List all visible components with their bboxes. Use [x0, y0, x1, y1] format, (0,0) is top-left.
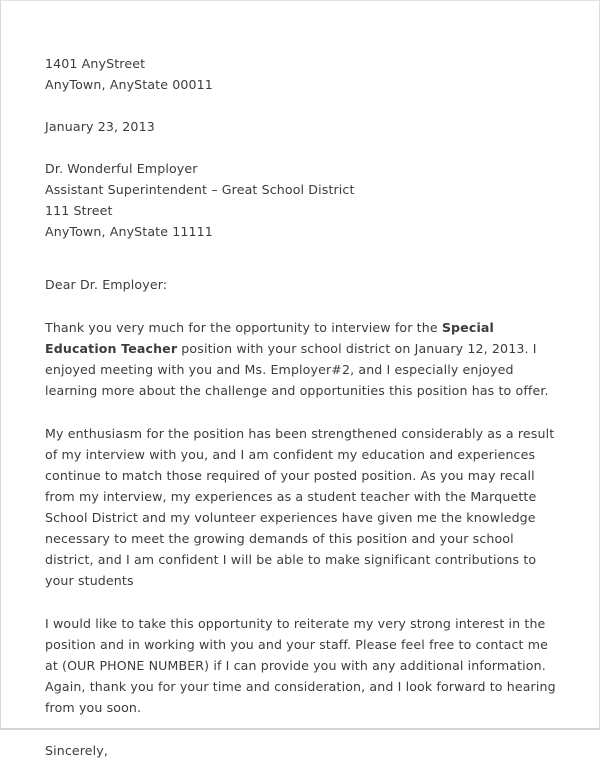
paragraph-1-part-1: Thank you very much for the opportunity to interview for the [45, 320, 442, 335]
letter-body [45, 53, 561, 761]
sender-address-line-1: 1401 AnyStreet [45, 56, 146, 71]
salutation: Dear Dr. Employer: [45, 277, 168, 292]
sender-address-line-2: AnyTown, AnyState 00011 [45, 77, 213, 92]
closing-salutation: Sincerely, [45, 743, 109, 758]
salutation-block [45, 274, 561, 295]
paragraph-2: My enthusiasm for the position has been strengthened considerably as a result of my interview with you, and I am confident my education and experiences continue to match those required of your posted position. As you may recall from my interview, my experiences as a student teacher with the Marquette School District and my volunteer experiences have given me the knowledge necessary to meet the growing demands of this position and your school district, and I am confident I will be able to make significant contributions to your students [45, 426, 555, 588]
spacer-after-salutation [45, 295, 561, 317]
closing-block [45, 740, 561, 761]
recipient-city-state-zip: AnyTown, AnyState 11111 [45, 224, 213, 239]
spacer-after-paragraph-1 [45, 401, 561, 423]
recipient-name: Dr. Wonderful Employer [45, 161, 198, 176]
paragraph-1 [45, 317, 561, 401]
recipient-address-block [45, 158, 561, 242]
spacer-after-paragraph-2 [45, 591, 561, 613]
sender-address-block [45, 53, 561, 95]
recipient-title: Assistant Superintendent – Great School District [45, 182, 355, 197]
spacer-after-paragraph-3 [45, 718, 561, 740]
paragraph-3: I would like to take this opportunity to reiterate my very strong interest in the position and in working with you and your staff. Please feel free to contact me at (OUR PHONE NUMBER) if I can provide you with any additional information. Again, thank you for your time and consideration, and I look forward to hearing from you soon. [45, 616, 556, 715]
spacer-after-recipient-address [45, 242, 561, 274]
spacer-after-date [45, 137, 561, 158]
letter-date: January 23, 2013 [45, 119, 155, 134]
spacer-after-sender-address [45, 95, 561, 116]
date-block [45, 116, 561, 137]
recipient-street: 111 Street [45, 203, 113, 218]
paragraph-1-part-2: position with your school district on January 12, 2013. I enjoyed meeting with you and Ms. Employer#2, and I especially enjoyed learning more about the challenge and opportunities this position has to offer. [45, 341, 549, 398]
job-title-emphasis: Special Education Teacher [45, 320, 494, 356]
